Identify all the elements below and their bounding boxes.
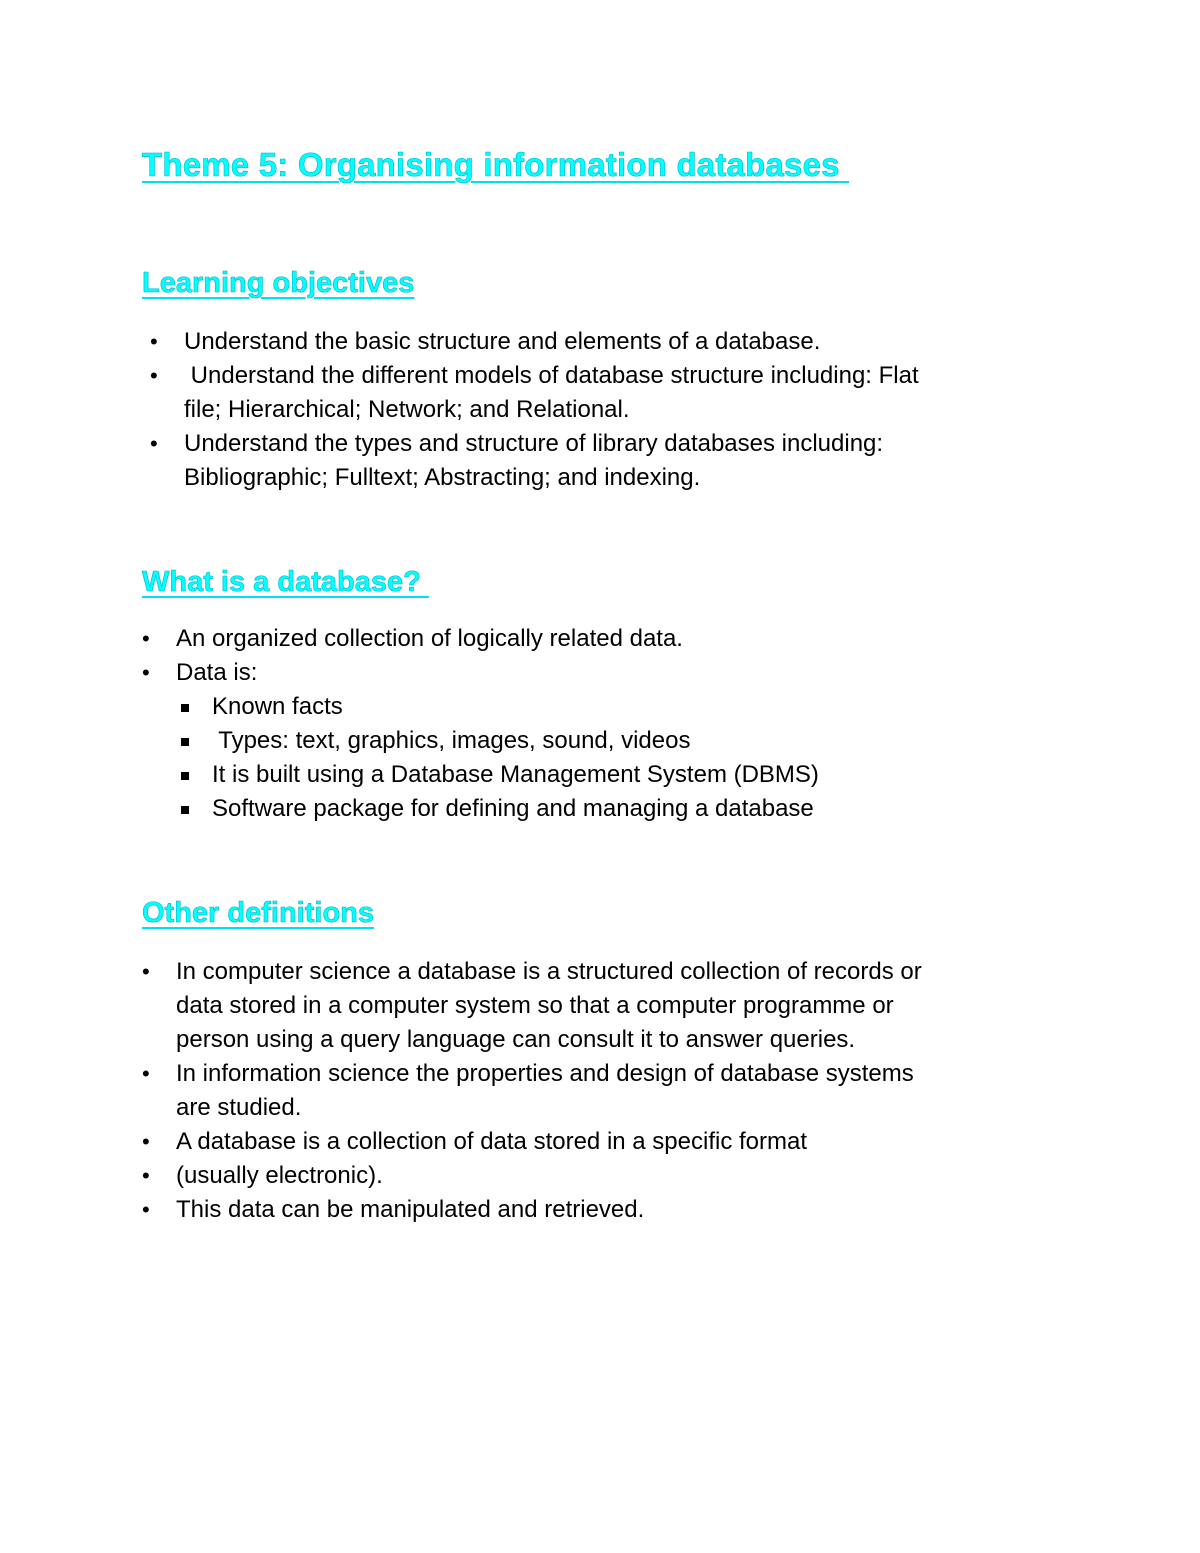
list-item-text: file; Hierarchical; Network; and Relational. xyxy=(184,396,630,423)
list-item-text: In computer science a database is a structured collection of records or xyxy=(176,958,922,985)
section-heading-learning-objectives: Learning objectives xyxy=(142,267,415,299)
list-item-continuation xyxy=(176,989,922,1023)
sub-list-item xyxy=(212,758,819,792)
list-item-text: This data can be manipulated and retrieved. xyxy=(176,1196,645,1223)
list-item-text: Understand the types and structure of library databases including: xyxy=(184,430,884,457)
square-bullet-icon xyxy=(181,738,189,746)
list-item-continuation xyxy=(184,461,919,495)
section-heading-other-definitions: Other definitions xyxy=(142,897,374,929)
sub-list-item xyxy=(212,792,819,826)
section-heading-what-is-a-database: What is a database? xyxy=(142,566,429,598)
sub-list-item xyxy=(212,724,819,758)
list-item xyxy=(150,325,919,359)
list-item-text: Understand the basic structure and elements of a database. xyxy=(184,328,821,355)
list-item-text: A database is a collection of data stored in a specific format xyxy=(176,1128,808,1155)
sub-list-item xyxy=(212,690,819,724)
objectives-list xyxy=(150,325,919,495)
list-item-text: Types: text, graphics, images, sound, videos xyxy=(212,727,691,754)
list-item xyxy=(142,1057,922,1091)
list-item xyxy=(150,427,919,461)
round-bullet-icon: • xyxy=(150,431,158,456)
what-is-database-list xyxy=(142,622,683,690)
round-bullet-icon: • xyxy=(142,1061,150,1086)
round-bullet-icon: • xyxy=(142,1163,150,1188)
list-item-text: are studied. xyxy=(176,1094,302,1121)
page-title: Theme 5: Organising information databases xyxy=(142,146,850,183)
list-item-continuation xyxy=(176,1023,922,1057)
list-item xyxy=(142,1159,922,1193)
round-bullet-icon: • xyxy=(142,1129,150,1154)
list-item xyxy=(142,955,922,989)
round-bullet-icon: • xyxy=(142,959,150,984)
other-definitions-list xyxy=(142,955,922,1227)
round-bullet-icon: • xyxy=(142,1197,150,1222)
round-bullet-icon: • xyxy=(142,660,150,685)
list-item-text: person using a query language can consult it to answer queries. xyxy=(176,1026,856,1053)
list-item-text: Understand the different models of database structure including: Flat xyxy=(184,362,919,389)
list-item-text: In information science the properties and design of database systems xyxy=(176,1060,914,1087)
list-item-text: It is built using a Database Management System (DBMS) xyxy=(212,761,819,788)
list-item xyxy=(142,1125,922,1159)
list-item-text: An organized collection of logically related data. xyxy=(176,625,683,652)
list-item xyxy=(142,622,683,656)
round-bullet-icon: • xyxy=(142,626,150,651)
square-bullet-icon xyxy=(181,704,189,712)
list-item-text: data stored in a computer system so that a computer programme or xyxy=(176,992,894,1019)
list-item xyxy=(142,656,683,690)
round-bullet-icon: • xyxy=(150,329,158,354)
list-item-continuation xyxy=(184,393,919,427)
list-item xyxy=(142,1193,922,1227)
round-bullet-icon: • xyxy=(150,363,158,388)
list-item-text: Known facts xyxy=(212,693,343,720)
square-bullet-icon xyxy=(181,772,189,780)
list-item-text: Data is: xyxy=(176,659,258,686)
square-bullet-icon xyxy=(181,806,189,814)
data-is-sublist xyxy=(212,690,819,826)
list-item-continuation xyxy=(176,1091,922,1125)
list-item xyxy=(150,359,919,393)
list-item-text: (usually electronic). xyxy=(176,1162,383,1189)
list-item-text: Software package for defining and managing a database xyxy=(212,795,814,822)
list-item-text: Bibliographic; Fulltext; Abstracting; and indexing. xyxy=(184,464,701,491)
